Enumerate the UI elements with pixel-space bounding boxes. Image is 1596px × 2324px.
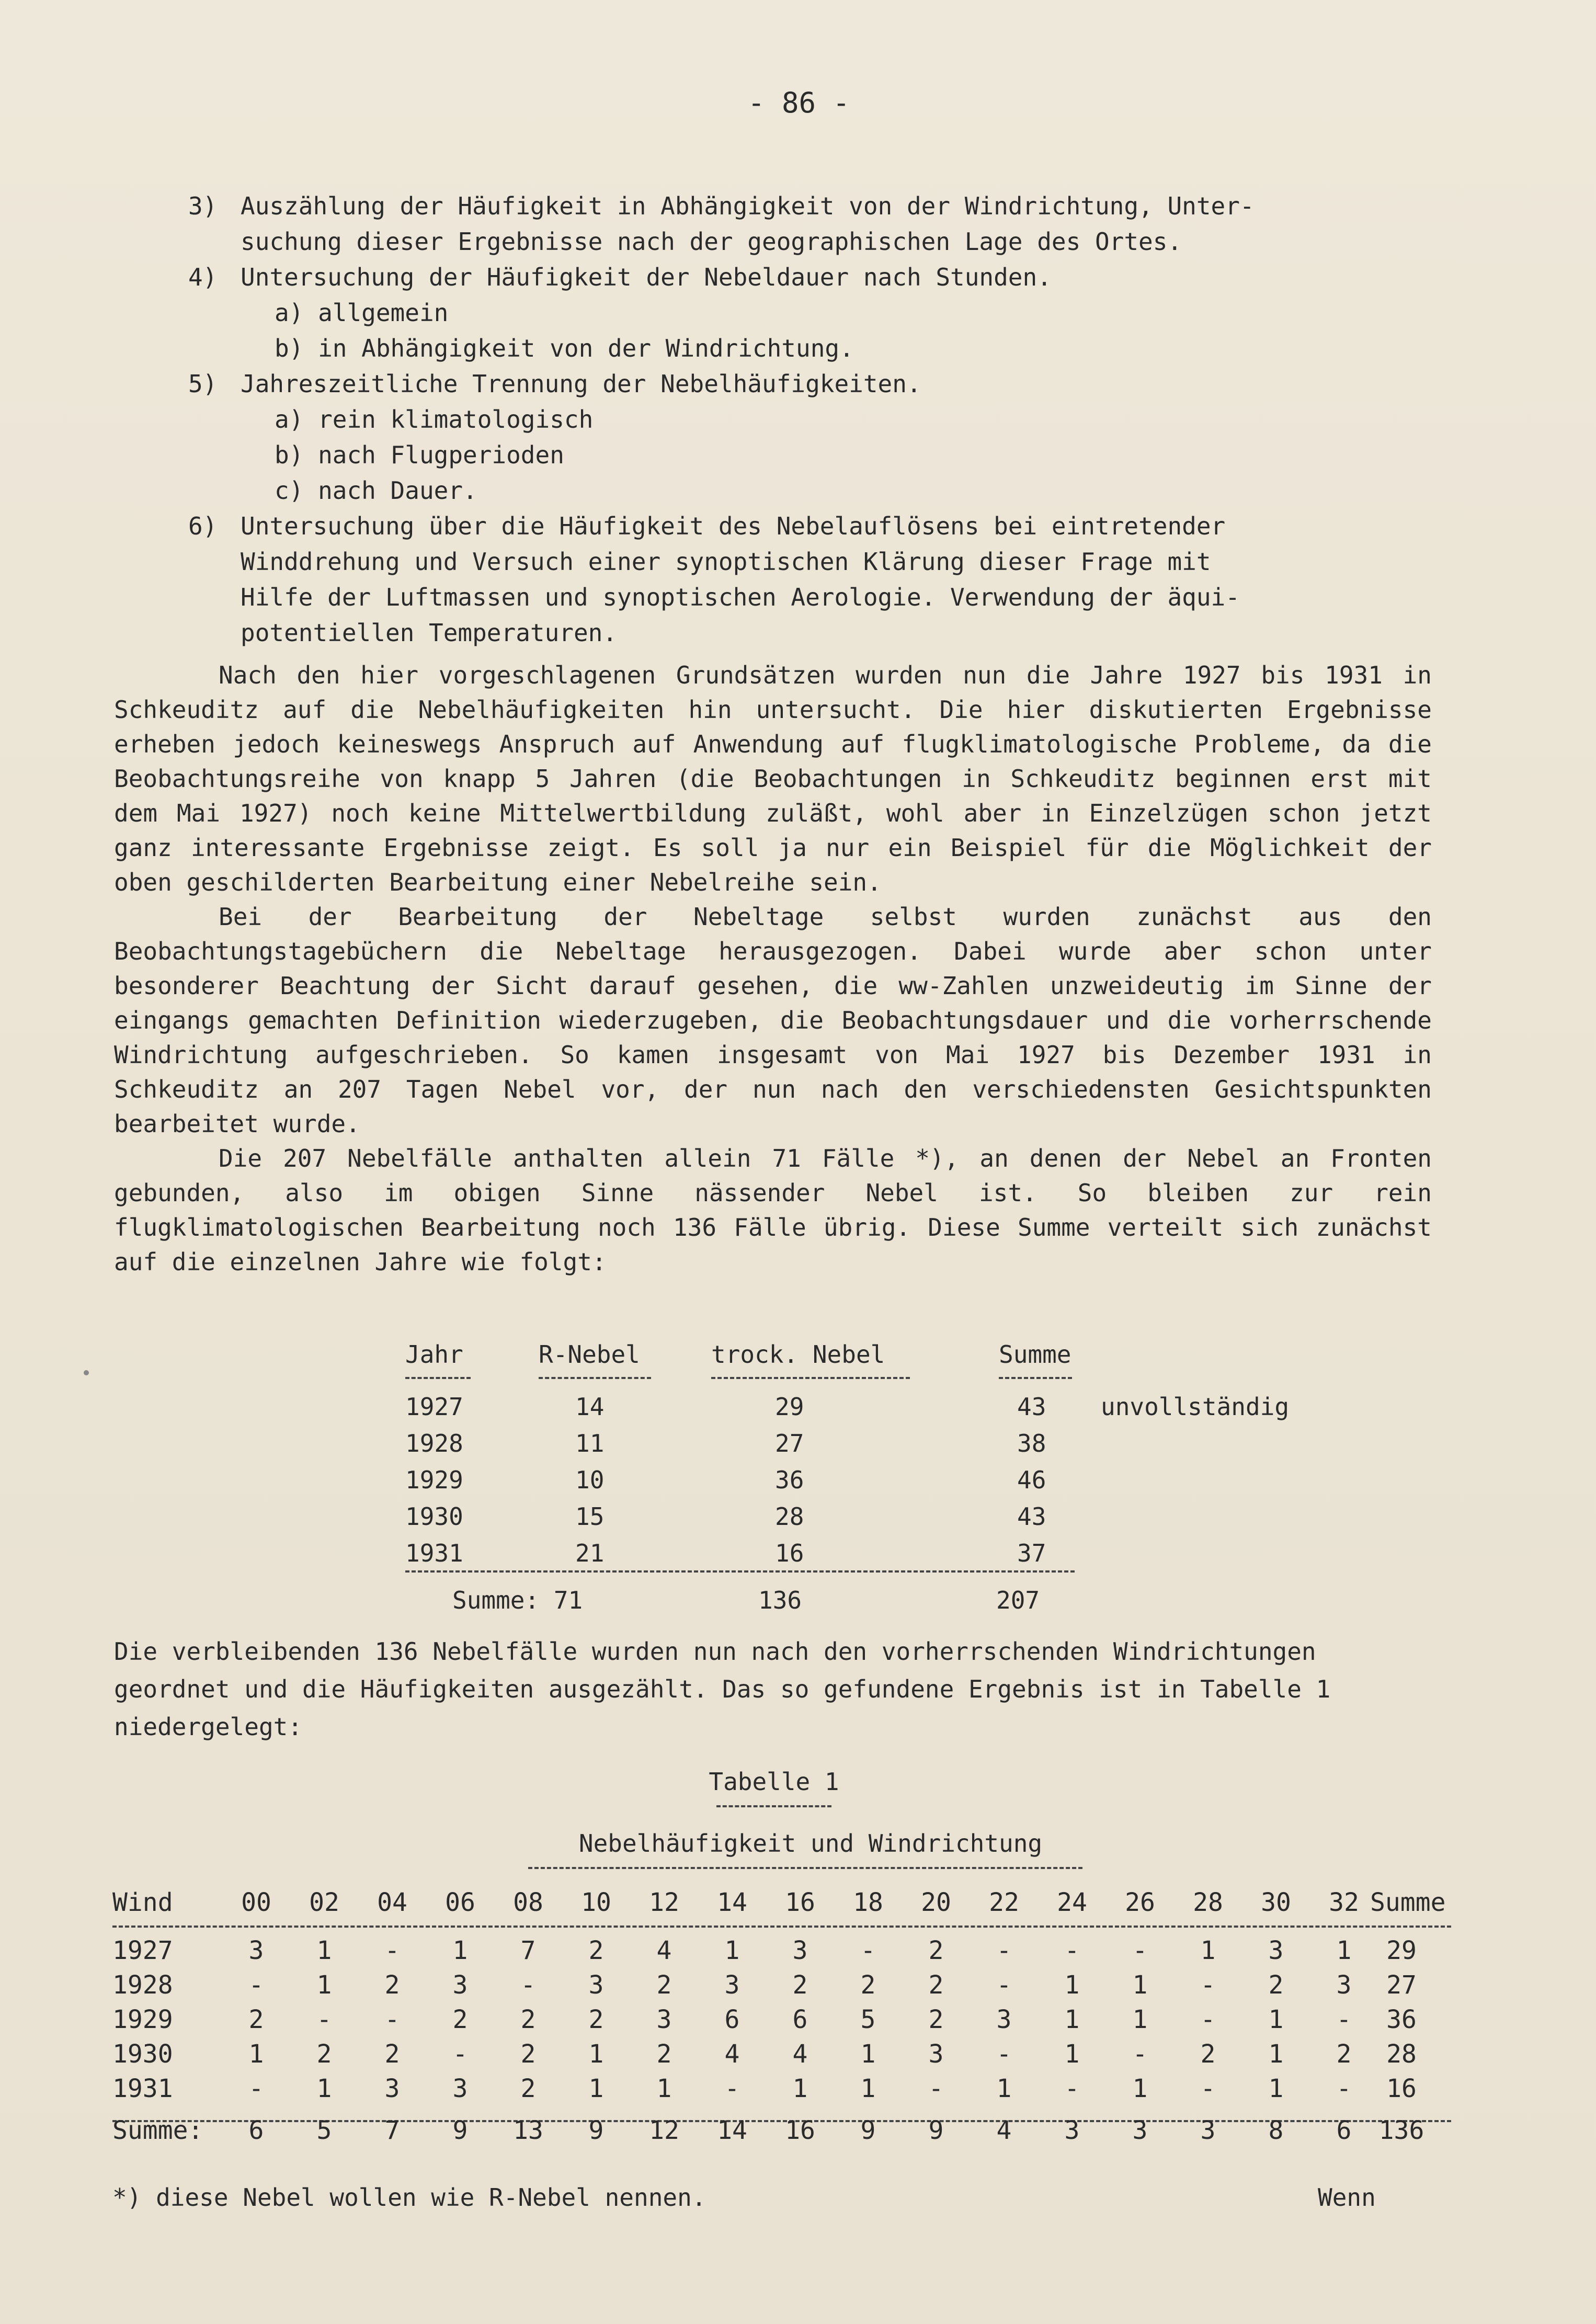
table-cell: - (384, 2005, 400, 2034)
table-row (112, 2005, 1462, 2040)
list-item-line: Jahreszeitliche Trennung der Nebelhäufigkeiten. (241, 370, 921, 398)
table-cell: 1 (588, 2040, 604, 2069)
list-item (188, 259, 1443, 295)
column-header: 30 (1261, 1888, 1291, 1917)
column-header: 32 (1329, 1888, 1359, 1917)
column-header: Jahr (405, 1340, 463, 1369)
table-cell: 14 (575, 1393, 605, 1421)
table-cell: - (1132, 1936, 1148, 1965)
paragraph: Die verbleibenden 136 Nebelfälle wurden nun nach den vorherrschenden Windrichtungen geordnet und die Häufigkeiten ausgezählt. Das so gefundene Ergebnis ist in Tabelle 1 niedergelegt: (114, 1637, 1331, 1741)
table-cell: 36 (775, 1466, 804, 1494)
table-cell: 1 (452, 1936, 468, 1965)
table-cell: 2 (384, 1970, 400, 2000)
totals-label: Summe: (112, 2116, 203, 2145)
table-cell: 5 (860, 2005, 876, 2034)
table-cell: - (1336, 2005, 1352, 2034)
list-item-line: suchung dieser Ergebnisse nach der geographischen Lage des Ortes. (241, 227, 1182, 256)
table-cell: 1 (996, 2074, 1012, 2103)
header-divider (112, 1926, 1451, 1928)
list-item-line: Winddrehung und Versuch einer synoptischen Klärung dieser Frage mit (241, 548, 1211, 576)
totals-cell: 6 (1336, 2116, 1352, 2145)
table-cell: 7 (520, 1936, 536, 1965)
body-text-after-table (114, 1633, 1432, 1746)
row-sum: 36 (1386, 2005, 1417, 2034)
totals-cell: 6 (248, 2116, 264, 2145)
totals-cell: 9 (588, 2116, 604, 2145)
table-cell: 37 (1017, 1539, 1046, 1567)
table-cell: 1 (1132, 2074, 1148, 2103)
table-totals-row (112, 2116, 1462, 2150)
table-cell: 1929 (405, 1466, 463, 1494)
list-item-number: 3) (188, 192, 218, 220)
table-cell: 1 (860, 2074, 876, 2103)
row-sum: 29 (1386, 1936, 1417, 1965)
table-cell: 3 (588, 1970, 604, 2000)
sub-item: a) rein klimatologisch (275, 405, 594, 434)
table-cell: 2 (316, 2040, 332, 2069)
catchword: Wenn (1318, 2183, 1376, 2212)
table-cell: - (996, 1936, 1012, 1965)
table-cell: 10 (575, 1466, 605, 1494)
totals-cell: 8 (1268, 2116, 1284, 2145)
table-cell: 2 (520, 2040, 536, 2069)
row-year: 1927 (112, 1936, 173, 1965)
table-cell: 2 (1268, 1970, 1284, 2000)
totals-cell: 7 (384, 2116, 400, 2145)
table-cell: 4 (656, 1936, 672, 1965)
table-cell: - (520, 1970, 536, 2000)
table-cell: 2 (928, 1970, 944, 2000)
table-cell: 1930 (405, 1502, 463, 1531)
column-header: 08 (513, 1888, 543, 1917)
table-cell: - (248, 2074, 264, 2103)
table-cell: 1 (1268, 2074, 1284, 2103)
table-cell: - (1200, 1970, 1216, 2000)
paragraph: Die 207 Nebelfälle anthalten allein 71 Fälle *), an denen der Nebel an Fronten gebunden, also im obigen Sinne nässender Nebel ist. So bleiben zur rein flugklimatologischen Bearbeitung noch 136 Fälle übrig. Diese Summe verteilt sich zunächst auf die einzelnen Jahre wie folgt: (114, 1144, 1432, 1276)
table-cell: 21 (575, 1539, 605, 1567)
sub-item: a) allgemein (275, 299, 449, 327)
table-cell: 2 (1200, 2040, 1216, 2069)
header-underline (405, 1377, 471, 1379)
page-speck (84, 1370, 89, 1375)
table-cell: 1 (316, 2074, 332, 2103)
table-cell: 1 (316, 1936, 332, 1965)
table-cell: 3 (1336, 1970, 1352, 2000)
table-cell: - (996, 2040, 1012, 2069)
table-cell: 1 (1064, 2005, 1080, 2034)
table-cell: - (452, 2040, 468, 2069)
list-item-number: 4) (188, 263, 218, 291)
table-row (112, 2040, 1462, 2074)
column-header: 20 (921, 1888, 951, 1917)
column-header: 06 (445, 1888, 475, 1917)
table-cell: 46 (1017, 1466, 1046, 1494)
table-cell: - (1064, 1936, 1080, 1965)
table-cell: 1 (1064, 2040, 1080, 2069)
table-cell: 3 (656, 2005, 672, 2034)
list-item-line: Hilfe der Luftmassen und synoptischen Aerologie. Verwendung der äqui- (241, 583, 1240, 611)
table-cell: 1 (1200, 1936, 1216, 1965)
column-header: 26 (1125, 1888, 1155, 1917)
table-cell: 1 (656, 2074, 672, 2103)
table-cell: - (996, 1970, 1012, 2000)
row-sum: 27 (1386, 1970, 1417, 2000)
totals-cell: 9 (928, 2116, 944, 2145)
table-cell: 1 (588, 2074, 604, 2103)
totals-cell: 16 (785, 2116, 815, 2145)
totals-cell: 207 (996, 1586, 1040, 1614)
column-header: R-Nebel (539, 1340, 640, 1369)
table-cell: 2 (656, 1970, 672, 2000)
header-underline (999, 1377, 1072, 1379)
column-header: 14 (717, 1888, 747, 1917)
totals-cell: 3 (1064, 2116, 1080, 2145)
table-cell: 2 (656, 2040, 672, 2069)
column-header: trock. Nebel (711, 1340, 885, 1369)
table-cell: - (248, 1970, 264, 2000)
table-cell: 1928 (405, 1429, 463, 1457)
table-cell: - (928, 2074, 944, 2103)
totals-cell: Summe: 71 (452, 1586, 583, 1614)
table-cell: 3 (384, 2074, 400, 2103)
table-cell: 4 (792, 2040, 808, 2069)
row-sum: 16 (1386, 2074, 1417, 2103)
table-cell: 4 (724, 2040, 740, 2069)
table-cell: - (1132, 2040, 1148, 2069)
list-item-line: potentiellen Temperaturen. (241, 619, 618, 647)
table-cell: 6 (792, 2005, 808, 2034)
table-cell: 3 (452, 2074, 468, 2103)
table-cell: 1 (1336, 1936, 1352, 1965)
table-cell: 2 (928, 1936, 944, 1965)
table-cell: - (316, 2005, 332, 2034)
header-underline (711, 1377, 910, 1379)
table-cell: - (724, 2074, 740, 2103)
table-cell: 2 (588, 2005, 604, 2034)
table-note: unvollständig (1101, 1393, 1290, 1421)
header-underline (539, 1377, 651, 1379)
table-cell: 2 (520, 2074, 536, 2103)
column-header: 28 (1193, 1888, 1223, 1917)
table-cell: 3 (792, 1936, 808, 1965)
table-body (112, 1936, 1462, 2109)
row-year: 1931 (112, 2074, 173, 2103)
page-number: - 86 - (748, 86, 850, 119)
table-cell: 2 (1336, 2040, 1352, 2069)
table-cell: 1 (792, 2074, 808, 2103)
table-cell: 2 (860, 1970, 876, 2000)
grand-total: 136 (1378, 2116, 1424, 2145)
numbered-list (188, 188, 1443, 651)
wind-direction-table (112, 1888, 1462, 2150)
column-header: 04 (377, 1888, 407, 1917)
totals-cell: 4 (996, 2116, 1012, 2145)
table-cell: 3 (1268, 1936, 1284, 1965)
list-item (188, 366, 1443, 402)
table-cell: - (860, 1936, 876, 1965)
footnote: *) diese Nebel wollen wie R-Nebel nennen. (112, 2183, 706, 2212)
column-header: 16 (785, 1888, 815, 1917)
sub-item: b) in Abhängigkeit von der Windrichtung. (275, 334, 854, 362)
list-item (188, 508, 1443, 651)
paragraph: Nach den hier vorgeschlagenen Grundsätzen wurden nun die Jahre 1927 bis 1931 in Schkeuditz auf die Nebelhäufigkeiten hin untersucht. Die hier diskutierten Ergebnisse erheben jedoch keineswegs Anspruch auf Anwendung auf flugklimatologische Probleme, da die Beobachtungsreihe von knapp 5 Jahren (die Beobachtungen in Schkeuditz beginnen erst mit dem Mai 1927) noch keine Mittelwertbildung zuläßt, wohl aber in Einzelzügen schon jetzt ganz interessante Ergebnisse zeigt. Es soll ja nur ein Beispiel für die Möglichkeit der oben geschilderten Bearbeitung einer Nebelreihe sein. (114, 661, 1432, 896)
paragraph: Bei der Bearbeitung der Nebeltage selbst wurden zunächst aus den Beobachtungstagebüchern die Nebeltage herausgezogen. Dabei wurde aber schon unter besonderer Beachtung der Sicht darauf gesehen, die ww-Zahlen unzweideutig im Sinne der eingangs gemachten Definition wiederzugeben, die Beobachtungsdauer und die vorherrschende Windrichtung aufgeschrieben. So kamen insgesamt von Mai 1927 bis Dezember 1931 in Schkeuditz an 207 Tagen Nebel vor, der nun nach den verschiedensten Gesichtspunkten bearbeitet wurde. (114, 903, 1432, 1138)
column-header: 24 (1057, 1888, 1087, 1917)
caption-underline (716, 1805, 831, 1807)
table-cell: 1931 (405, 1539, 463, 1567)
totals-cell: 136 (758, 1586, 802, 1614)
list-item (188, 188, 1443, 259)
column-header: 18 (853, 1888, 883, 1917)
table-cell: 1927 (405, 1393, 463, 1421)
table-cell: 28 (775, 1502, 804, 1531)
table-cell: 1 (724, 1936, 740, 1965)
row-year: 1928 (112, 1970, 173, 2000)
totals-cell: 12 (649, 2116, 679, 2145)
table-cell: 29 (775, 1393, 804, 1421)
table-cell: 15 (575, 1502, 605, 1531)
column-header: Summe (999, 1340, 1071, 1369)
table-cell: 3 (452, 1970, 468, 2000)
table-cell: - (1064, 2074, 1080, 2103)
totals-divider (405, 1570, 1075, 1573)
table-cell: 43 (1017, 1502, 1046, 1531)
table-cell: 1 (860, 2040, 876, 2069)
column-header: 02 (309, 1888, 339, 1917)
column-header: 12 (649, 1888, 679, 1917)
table-cell: 43 (1017, 1393, 1046, 1421)
list-item-number: 5) (188, 370, 218, 398)
totals-cell: 9 (860, 2116, 876, 2145)
table-cell: 1 (316, 1970, 332, 2000)
table-cell: 2 (520, 2005, 536, 2034)
table-header-row (112, 1888, 1462, 1922)
totals-cell: 13 (513, 2116, 543, 2145)
table-cell: 2 (928, 2005, 944, 2034)
table-cell: 2 (384, 2040, 400, 2069)
totals-cell: 5 (316, 2116, 332, 2145)
table-cell: 1 (248, 2040, 264, 2069)
sub-item: b) nach Flugperioden (275, 441, 564, 469)
sub-item: c) nach Dauer. (275, 476, 477, 505)
list-item-line: Untersuchung der Häufigkeit der Nebeldauer nach Stunden. (241, 263, 1052, 291)
column-header: Summe (1370, 1888, 1446, 1917)
table-cell: - (1200, 2005, 1216, 2034)
row-year: 1929 (112, 2005, 173, 2034)
table-cell: 11 (575, 1429, 605, 1457)
list-item-line: Untersuchung über die Häufigkeit des Nebelauflösens bei eintretender (241, 512, 1226, 540)
table-cell: 1 (1268, 2040, 1284, 2069)
column-header: Wind (112, 1888, 173, 1917)
body-text (114, 658, 1432, 1279)
totals-cell: 14 (717, 2116, 747, 2145)
table-row (112, 1936, 1462, 1970)
table-title: Nebelhäufigkeit und Windrichtung (578, 1829, 1043, 1858)
table-cell: - (1200, 2074, 1216, 2103)
table-cell: 1 (1268, 2005, 1284, 2034)
table-cell: 2 (248, 2005, 264, 2034)
column-header: 10 (581, 1888, 611, 1917)
totals-cell: 3 (1132, 2116, 1148, 2145)
table-cell: 38 (1017, 1429, 1046, 1457)
row-year: 1930 (112, 2040, 173, 2069)
table-row (112, 1970, 1462, 2005)
table-cell: 2 (792, 1970, 808, 2000)
list-item-number: 6) (188, 512, 218, 540)
totals-cell: 9 (452, 2116, 468, 2145)
title-underline (528, 1867, 1082, 1869)
table-cell: 1 (1132, 1970, 1148, 2000)
table-cell: 6 (724, 2005, 740, 2034)
table-cell: 3 (248, 1936, 264, 1965)
table-cell: 16 (775, 1539, 804, 1567)
table-cell: 3 (928, 2040, 944, 2069)
table-cell: 1 (1132, 2005, 1148, 2034)
table-cell: 3 (724, 1970, 740, 2000)
table-cell: 3 (996, 2005, 1012, 2034)
list-item-line: Auszählung der Häufigkeit in Abhängigkeit von der Windrichtung, Unter- (241, 192, 1255, 220)
table-cell: 1 (1064, 1970, 1080, 2000)
table-cell: 2 (452, 2005, 468, 2034)
totals-cell: 3 (1200, 2116, 1216, 2145)
table-caption: Tabelle 1 (709, 1768, 839, 1796)
table-cell: 27 (775, 1429, 804, 1457)
table-cell: - (384, 1936, 400, 1965)
column-header: 00 (241, 1888, 271, 1917)
table-cell: 2 (588, 1936, 604, 1965)
column-header: 22 (989, 1888, 1019, 1917)
table-row (112, 2074, 1462, 2109)
table-cell: - (1336, 2074, 1352, 2103)
row-sum: 28 (1386, 2040, 1417, 2069)
